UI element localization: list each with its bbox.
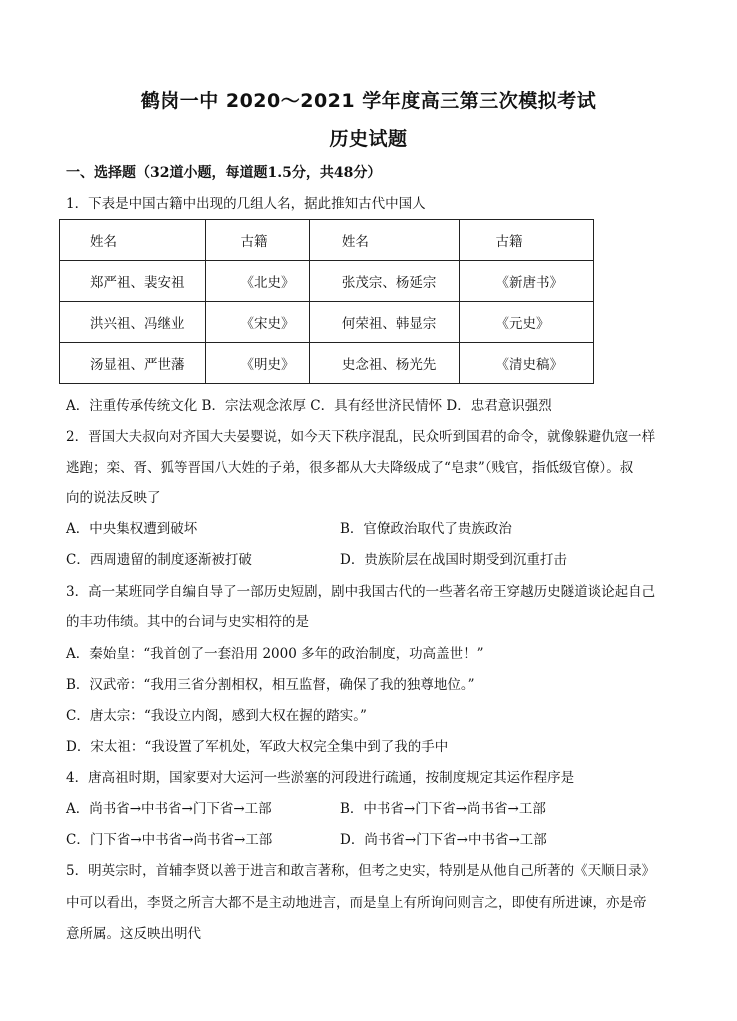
q4-option-c: C．门下省→中书省→尚书省→工部 [66,832,273,848]
q2-option-d: D．贵族阶层在战国时期受到沉重打击 [340,552,567,568]
q3-option-d: D．宋太祖：“我设置了军机处，军政大权完全集中到了我的手中 [66,739,449,755]
q3-option-c: C．唐太宗：“我设立内阁，感到大权在握的踏实。” [66,708,367,724]
table-header-cell: 姓名 [60,220,206,261]
q3-option-b: B．汉武帝：“我用三省分割相权，相互监督，确保了我的独尊地位。” [66,677,475,693]
table-header-row [60,220,594,261]
q1-options: A．注重传承传统文化 B．宗法观念浓厚 C．具有经世济民情怀 D．忠君意识强烈 [66,398,552,414]
table-cell: 《元史》 [460,302,594,343]
q3-stem-line: 3．高一某班同学自编自导了一部历史短剧，剧中我国古代的一些著名帝王穿越历史隧道谈论起自己 [66,584,656,600]
table-header-cell: 古籍 [205,220,309,261]
q1-table [59,219,594,384]
q4-option-a: A．尚书省→中书省→门下省→工部 [66,801,272,817]
q2-option-c: C．西周遗留的制度逐渐被打破 [66,552,252,568]
table-cell: 《宋史》 [205,302,309,343]
exam-title: 鹤岗一中 2020～2021 学年度高三第三次模拟考试 [140,90,597,112]
table-cell: 《清史稿》 [460,343,594,384]
section-heading: 一、选择题（32道小题，每道题1.5分，共48分） [66,165,382,181]
table-cell: 何荣祖、韩显宗 [309,302,460,343]
q2-stem-line: 向的说法反映了 [66,490,161,506]
q2-option-b: B．官僚政治取代了贵族政治 [340,521,512,537]
table-cell: 《明史》 [205,343,309,384]
q5-stem-line: 中可以看出，李贤之所言大都不是主动地进言，而是皇上有所询问则言之，即使有所进谏，亦是帝 [66,895,647,911]
q5-stem-line: 意所属。这反映出明代 [66,926,201,942]
table-cell: 洪兴祖、冯继业 [60,302,206,343]
exam-subtitle: 历史试题 [329,128,408,150]
table-row [60,261,594,302]
q2-stem-line: 2．晋国大夫叔向对齐国大夫晏婴说，如今天下秩序混乱，民众听到国君的命令，就像躲避仇寇一样 [66,429,656,445]
table-header-cell: 古籍 [460,220,594,261]
q3-stem-line: 的丰功伟绩。其中的台词与史实相符的是 [66,614,309,630]
q2-stem-line: 逃跑；栾、胥、狐等晋国八大姓的子弟，很多都从大夫降级成了“皂隶”（贱官，指低级官僚）。叔 [66,460,634,476]
q4-option-d: D．尚书省→门下省→中书省→工部 [340,832,547,848]
table-cell: 《北史》 [205,261,309,302]
q4-option-b: B．中书省→门下省→尚书省→工部 [340,801,546,817]
table-header-cell: 姓名 [309,220,460,261]
q1-stem: 1．下表是中国古籍中出现的几组人名，据此推知古代中国人 [66,196,426,212]
table-row [60,343,594,384]
table-cell: 郑严祖、裴安祖 [60,261,206,302]
q5-stem-line: 5．明英宗时，首辅李贤以善于进言和敢言著称，但考之史实，特别是从他自己所著的《天顺日录》 [66,863,656,879]
table-row [60,302,594,343]
q2-option-a: A．中央集权遭到破坏 [66,521,198,537]
q3-option-a: A．秦始皇：“我首创了一套沿用 2000 多年的政治制度，功高盖世！” [66,646,484,662]
table-cell: 史念祖、杨光先 [309,343,460,384]
table-cell: 张茂宗、杨延宗 [309,261,460,302]
table-cell: 汤显祖、严世藩 [60,343,206,384]
table-cell: 《新唐书》 [460,261,594,302]
q4-stem: 4．唐高祖时期，国家要对大运河一些淤塞的河段进行疏通，按制度规定其运作程序是 [66,770,575,786]
